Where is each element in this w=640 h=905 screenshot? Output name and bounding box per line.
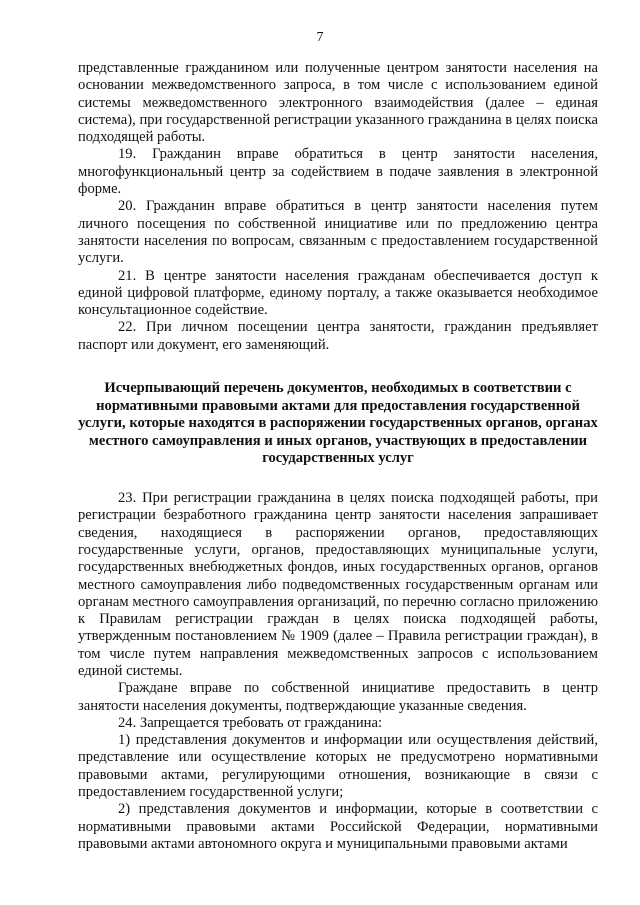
list-item-2: 2) представления документов и информации, которые в соответствии с нормативными правовыми актами Российской Федерации, нормативными правовыми актами автономного округа и муниципальными правовыми актами — [78, 801, 598, 852]
paragraph-continuation: представленные гражданином или полученные центром занятости населения на основании межведомственного запроса, в том числе с использованием единой системы межведомственного электронного взаимодействия (далее – единая система), при государственной регистрации указанного гражданина в целях поиска подходящей работы. — [78, 60, 598, 146]
section-heading: Исчерпывающий перечень документов, необходимых в соответствии с нормативными правовыми актами для предоставления государственной услуги, которые находятся в распоряжении государственных органов, органах местного самоуправления и иных органов, участвующих в предоставлении государственных услуг — [78, 380, 598, 467]
list-item-1: 1) представления документов и информации или осуществления действий, представление или осуществление которых не предусмотрено нормативными правовыми актами, регулирующими отношения, возникающие в связи с предоставлением государственной услуги; — [78, 732, 598, 801]
paragraph-19: 19. Гражданин вправе обратиться в центр занятости населения, многофункциональный центр за содействием в подаче заявления в электронной форме. — [78, 146, 598, 198]
document-body — [78, 60, 598, 853]
paragraph-21: 21. В центре занятости населения гражданам обеспечивается доступ к единой цифровой платформе, единому порталу, а также оказывается необходимое консультационное содействие. — [78, 267, 598, 319]
paragraph-22: 22. При личном посещении центра занятости, гражданин предъявляет паспорт или документ, его заменяющий. — [78, 319, 598, 353]
paragraph-citizens-right: Граждане вправе по собственной инициативе предоставить в центр занятости населения документы, подтверждающие указанные сведения. — [78, 680, 598, 714]
page-number: 7 — [316, 30, 324, 45]
paragraph-24: 24. Запрещается требовать от гражданина: — [118, 714, 383, 731]
paragraph-23: 23. При регистрации гражданина в целях поиска подходящей работы, при регистрации безработного гражданина центр занятости населения запрашивает сведения, находящиеся в распоряжении органов, предоставляющих государственные услуги, органов, предоставляющих муниципальные услуги, государственных внебюджетных фондов, иных государственных органов, органов местного самоуправления либо подведомственных государственным органам или органам местного самоуправления организаций, по перечню согласно приложению к Правилам регистрации граждан в целях поиска подходящей работы, утвержденным постановлением № 1909 (далее – Правила регистрации граждан), в том числе путем направления межведомственных запросов с использованием единой системы. — [78, 490, 598, 679]
paragraph-20: 20. Гражданин вправе обратиться в центр занятости населения путем личного посещения по собственной инициативе или по предложению центра занятости населения по вопросам, связанным с предоставлением государственной услуги. — [78, 198, 598, 267]
